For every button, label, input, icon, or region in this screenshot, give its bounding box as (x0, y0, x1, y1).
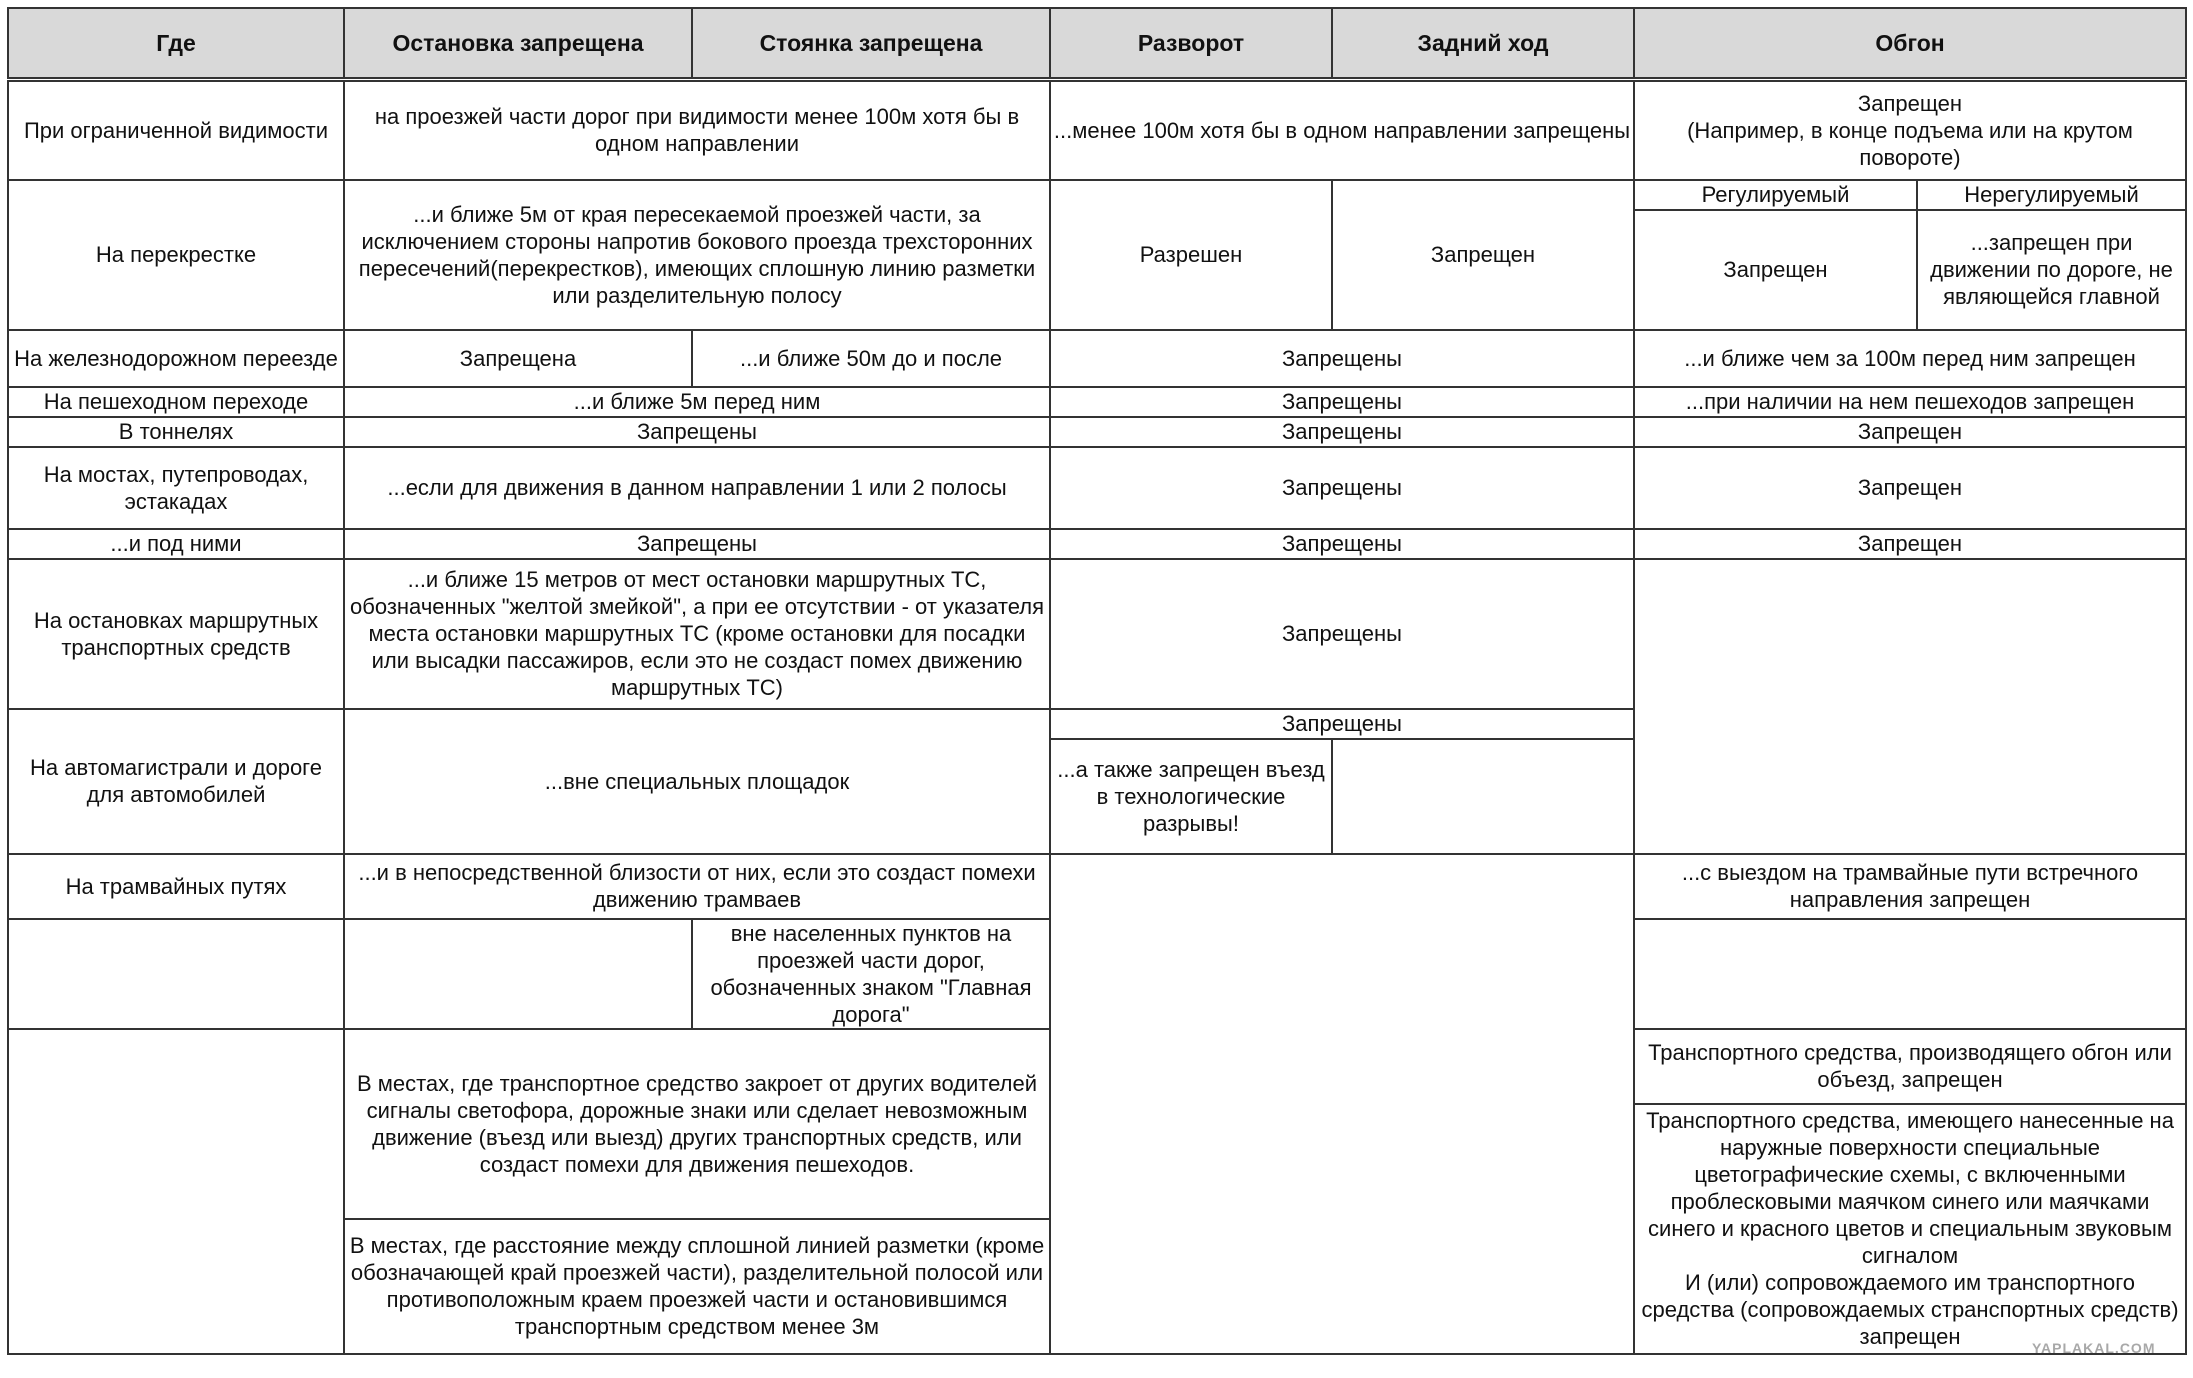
cell-uturn-reverse: Запрещены (1050, 709, 1634, 739)
cell-overtaking-regulated: Запрещен (1634, 210, 1917, 330)
cell-stop-parking: ...вне специальных площадок (344, 709, 1050, 854)
cell-uturn-reverse: ...менее 100м хотя бы в одном направлении запрещены (1050, 80, 1634, 180)
table-row (8, 447, 2186, 529)
header-uturn: Разворот (1050, 8, 1332, 80)
row-label-under: ...и под ними (8, 529, 344, 559)
table-row (8, 854, 2186, 919)
cell-stop-parking: ...и ближе 5м перед ним (344, 387, 1050, 417)
cell-uturn-reverse: Запрещены (1050, 387, 1634, 417)
cell-overtaking: Запрещен (1634, 447, 2186, 529)
row-label-tunnels: В тоннелях (8, 417, 344, 447)
subheader-regulated: Регулируемый (1634, 180, 1917, 210)
row-label-motorway: На автомагистрали и дороге для автомобилей (8, 709, 344, 854)
cell-parking: ...и ближе 50м до и после (692, 330, 1050, 387)
cell-overtaking: Транспортного средства, имеющего нанесенные на наружные поверхности специальные цветографические схемы, с включенными проблесковыми маячком синего или маячками синего и красного цветов и специальным звуковым сигналом И (или) сопровождаемого им транспортного средства (сопровождаемых странспортных средств) запрещен (1634, 1104, 2186, 1354)
cell-stop-parking: В местах, где транспортное средство закроет от других водителей сигналы светофора, дорожные знаки или сделает невозможным движение (въезд или выезд) других транспортных средств, или создаст помехи для движения пешеходов. (344, 1029, 1050, 1219)
cell-reverse-extra (1332, 739, 1634, 854)
row-label-intersection: На перекрестке (8, 180, 344, 330)
table-row (8, 80, 2186, 180)
header-parking-forbidden: Стоянка запрещена (692, 8, 1050, 80)
cell-overtaking: ...при наличии на нем пешеходов запрещен (1634, 387, 2186, 417)
cell-stop-parking: на проезжей части дорог при видимости менее 100м хотя бы в одном направлении (344, 80, 1050, 180)
cell-uturn-reverse-empty (1050, 854, 1634, 1354)
header-stop-forbidden: Остановка запрещена (344, 8, 692, 80)
cell-uturn: Разрешен (1050, 180, 1332, 330)
traffic-rules-table (7, 7, 2187, 1355)
table-row (8, 387, 2186, 417)
subheader-unregulated: Нерегулируемый (1917, 180, 2186, 210)
header-row (8, 8, 2186, 80)
header-where: Где (8, 8, 344, 80)
cell-stop-parking: ...и ближе 5м от края пересекаемой проезжей части, за исключением стороны напротив бокового проезда трехсторонних пересечений(перекрестков), имеющих сплошную линию разметки или разделительную полосу (344, 180, 1050, 330)
cell-stop-parking: ...если для движения в данном направлении 1 или 2 полосы (344, 447, 1050, 529)
cell-overtaking-empty (1634, 919, 2186, 1029)
table-row (8, 417, 2186, 447)
cell-overtaking: Запрещен (1634, 529, 2186, 559)
table-row (8, 559, 2186, 709)
cell-uturn-reverse: Запрещены (1050, 417, 1634, 447)
cell-uturn-reverse: Запрещены (1050, 447, 1634, 529)
table-row (8, 529, 2186, 559)
table-row (8, 330, 2186, 387)
cell-stop-parking: ...и в непосредственной близости от них, если это создаст помехи движению трамваев (344, 854, 1050, 919)
cell-stop-parking: В местах, где расстояние между сплошной линией разметки (кроме обозначающей край проезжей части), разделительной полосой или противоположным краем проезжей части и остановившимся транспортным средством менее 3м (344, 1219, 1050, 1354)
watermark-logo: YAPLAKAL.COM (2032, 1340, 2156, 1356)
cell-uturn-reverse: Запрещены (1050, 559, 1634, 709)
cell-stop-parking: Запрещены (344, 417, 1050, 447)
cell-reverse: Запрещен (1332, 180, 1634, 330)
cell-overtaking: ...с выездом на трамвайные пути встречного направления запрещен (1634, 854, 2186, 919)
cell-uturn-reverse: Запрещены (1050, 529, 1634, 559)
cell-stop: Запрещена (344, 330, 692, 387)
header-overtaking: Обгон (1634, 8, 2186, 80)
row-label-empty (8, 1029, 344, 1354)
cell-overtaking-unregulated: ...запрещен при движении по дороге, не являющейся главной (1917, 210, 2186, 330)
cell-uturn-extra: ...а также запрещен въезд в технологические разрывы! (1050, 739, 1332, 854)
row-label-empty (8, 919, 344, 1029)
cell-overtaking: Запрещен (Например, в конце подъема или на крутом повороте) (1634, 80, 2186, 180)
cell-stop-parking: Запрещены (344, 529, 1050, 559)
row-label-bridges: На мостах, путепроводах, эстакадах (8, 447, 344, 529)
cell-uturn-reverse: Запрещены (1050, 330, 1634, 387)
row-label-railway: На железнодорожном переезде (8, 330, 344, 387)
cell-overtaking: Запрещен (1634, 417, 2186, 447)
cell-overtaking (1634, 559, 2186, 854)
row-label-crosswalk: На пешеходном переходе (8, 387, 344, 417)
row-label-visibility: При ограниченной видимости (8, 80, 344, 180)
rules-table-container (7, 7, 2187, 1355)
header-reverse: Задний ход (1332, 8, 1634, 80)
row-label-bus-stops: На остановках маршрутных транспортных средств (8, 559, 344, 709)
cell-parking: вне населенных пунктов на проезжей части дорог, обозначенных знаком "Главная дорога" (692, 919, 1050, 1029)
cell-stop-parking: ...и ближе 15 метров от мест остановки маршрутных ТС, обозначенных "желтой змейкой", а при ее отсутствии - от указателя места остановки маршрутных ТС (кроме остановки для посадки или высадки пассажиров, если это не создаст помех движению маршрутных ТС) (344, 559, 1050, 709)
row-label-tram: На трамвайных путях (8, 854, 344, 919)
cell-overtaking: Транспортного средства, производящего обгон или объезд, запрещен (1634, 1029, 2186, 1104)
cell-overtaking: ...и ближе чем за 100м перед ним запрещен (1634, 330, 2186, 387)
table-row (8, 180, 2186, 210)
cell-stop-empty (344, 919, 692, 1029)
